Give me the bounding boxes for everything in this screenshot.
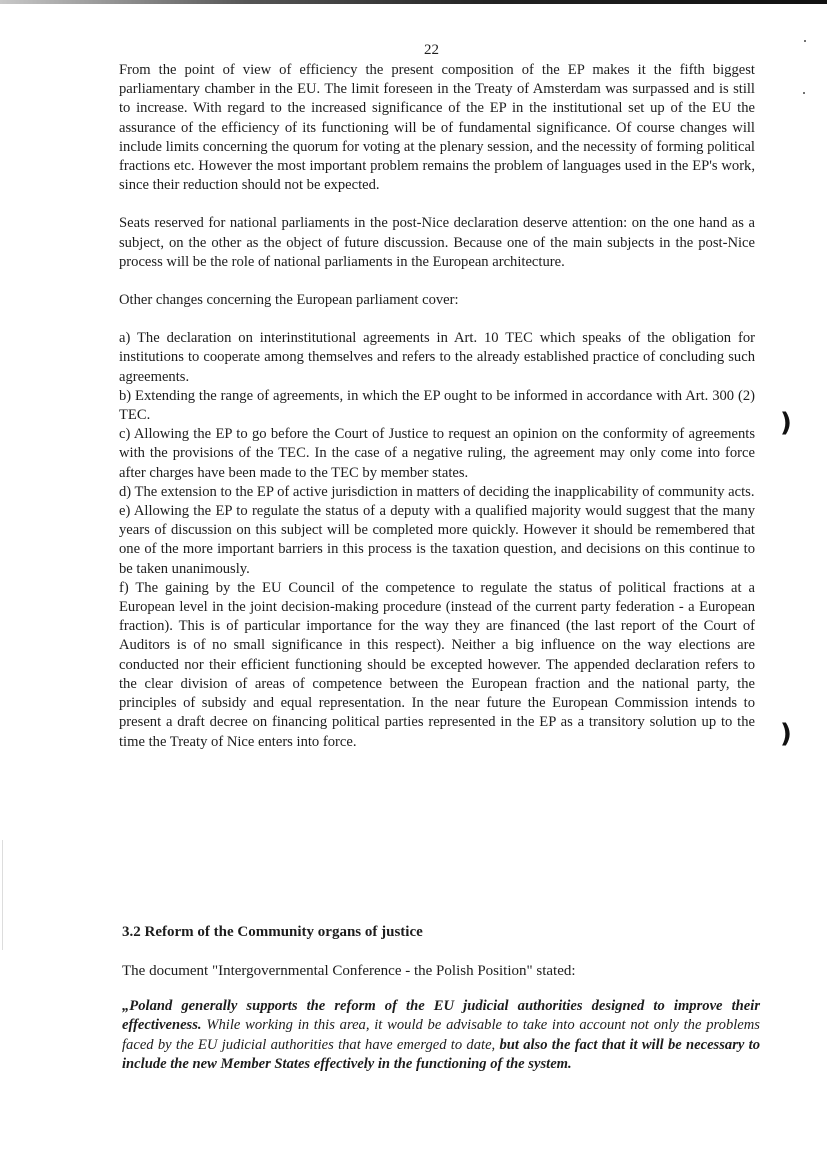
margin-mark-1: ) (780, 408, 792, 438)
paragraph-efficiency: From the point of view of efficiency the present composition of the EP makes it the fifth biggest parliamentary chamber in the EU. The limit foreseen in the Treaty of Amsterdam was surpassed and is still to increase. With regard to the increased significance of the EP in the institutional set up of the EU the assurance of the efficiency of its functioning will be of fundamental significance. Of course changes will include limits concerning the quorum for voting at the plenary session, and the necessity of forming political fractions etc. However the most important problem remains the problem of languages used in the EP's work, since their reduction should not be expected. (119, 62, 755, 194)
body-text (119, 61, 755, 752)
section-heading: 3.2 Reform of the Community organs of justice (122, 924, 423, 940)
quote-regular: While working in this area, it would be advisable to take into account not only the problems faced by the EU judicial authorities that have emerged to date, (122, 1017, 760, 1053)
scan-speck (803, 92, 805, 94)
list-item-e: e) Allowing the EP to regulate the status of a deputy with a qualified majority would suggest that the many years of discussion on this subject will be completed more quickly. However it should be remembered that one of the more important barriers in this process is the taxation question, and decisions on this continue to be taken unanimously. (119, 503, 755, 577)
list-item-c: c) Allowing the EP to go before the Court of Justice to request an opinion on the conformity of agreements with the provisions of the TEC. In the case of a negative ruling, the agreement may only come into force after charges have been made to the TEC by member states. (119, 426, 755, 481)
quote-bold-start: „Poland generally supports the reform of the EU judicial authorities designed to improve their effectiveness. (122, 998, 760, 1034)
paragraph-other-changes: Other changes concerning the European parliament cover: (119, 292, 459, 309)
list-item-a: a) The declaration on interinstitutional agreements in Art. 10 TEC which speaks of the obligation for institutions to cooperate among themselves and refers to the already established practice of concluding such agreements. (119, 330, 755, 385)
list-item-d: d) The extension to the EP of active jurisdiction in matters of deciding the inapplicability of community acts. (119, 483, 755, 500)
margin-mark-2: ) (780, 719, 792, 749)
top-rule (0, 0, 827, 4)
list-item-f: f) The gaining by the EU Council of the competence to regulate the status of political fractions at a European level in the joint decision-making procedure (instead of the current party federation - a European fraction). This is of particular importance for the way they are financed (the last report of the Court of Auditors is of no small significance in this respect). Neither a big influence on the way elections are conducted nor their efficient functioning should be excepted however. The appended declaration refers to the clear division of areas of competence between the European fraction and the national party, the principles of subsidy and equal representation. In the near future the European Commission intends to present a draft decree on financing political parties represented in the EP as a transitory solution up to the time the Treaty of Nice enters into force. (119, 579, 755, 750)
scan-edge (2, 840, 3, 950)
list-item-b: b) Extending the range of agreements, in which the EP ought to be informed in accordance with Art. 300 (2) TEC. (119, 387, 755, 424)
scan-speck (804, 40, 806, 42)
section-intro: The document "Intergovernmental Conference - the Polish Position" stated: (122, 963, 576, 979)
polish-position-quote (122, 997, 760, 1075)
quote-bold-end: but also the fact that it will be necessary to include the new Member States effectively in the functioning of the system. (122, 1036, 760, 1073)
paragraph-seats: Seats reserved for national parliaments in the post-Nice declaration deserve attention: on the one hand as a subject, on the other as the object of future discussion. Because one of the main subjects in the post-Nice process will be the role of national parliaments in the European architecture. (119, 215, 755, 270)
page-number: 22 (424, 42, 439, 58)
